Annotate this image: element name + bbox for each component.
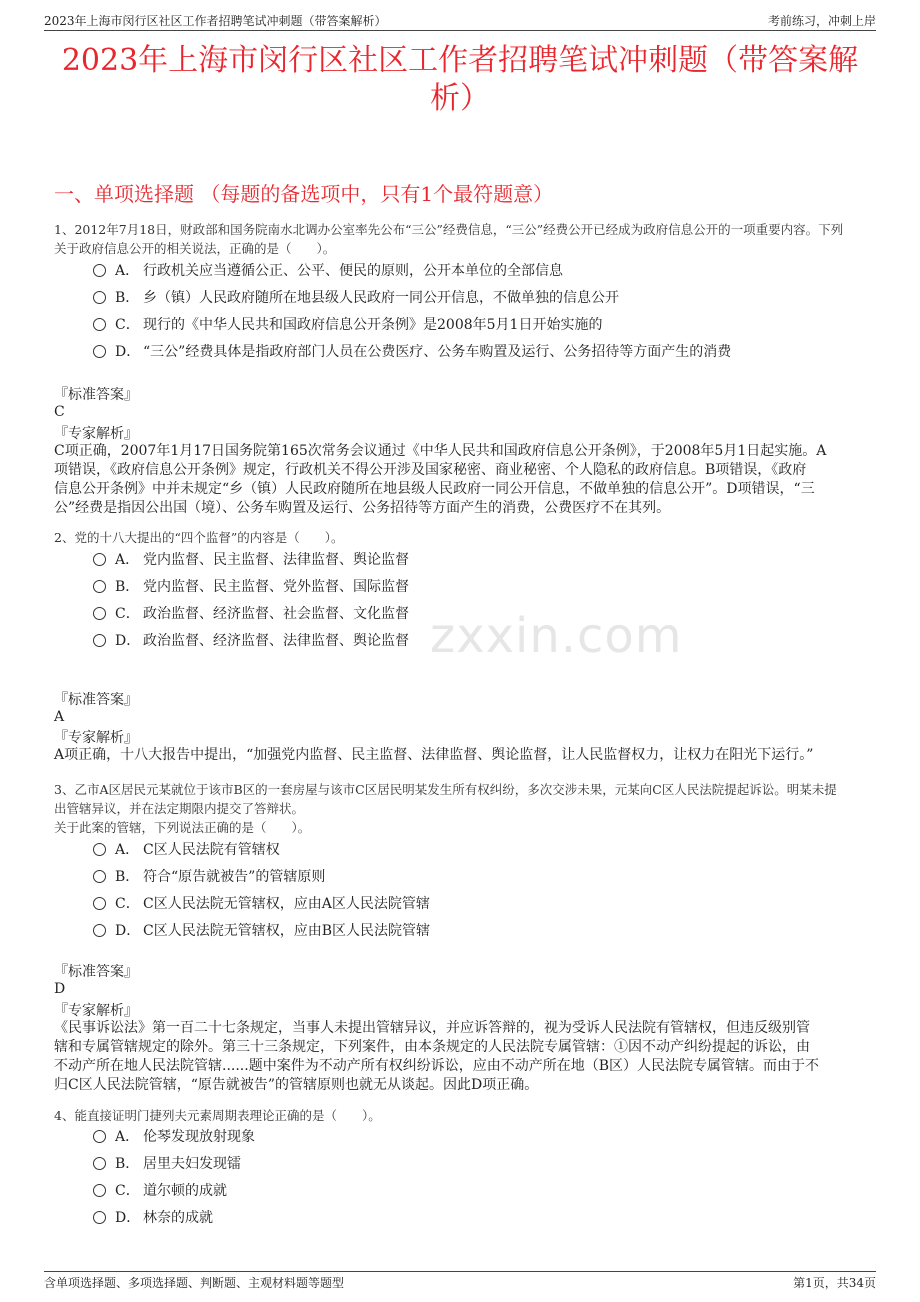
question-stem [54, 1106, 864, 1125]
option-text: 现行的《中华人民共和国政府信息公开条例》是2008年5月1日开始实施的 [143, 317, 603, 333]
answer-value: C [54, 404, 65, 420]
explanation-line: 辖和专属管辖规定的除外。第三十三条规定，下列案件，由本条规定的人民法院专属管辖：①因不动产纠纷提起的诉讼，由 [54, 1039, 810, 1055]
option-b[interactable] [93, 287, 619, 309]
explanation [54, 746, 866, 765]
option-letter: B． [115, 290, 140, 306]
option-d[interactable] [93, 1207, 213, 1229]
option-text: C区人民法院无管辖权，应由A区人民法院管辖 [143, 896, 430, 912]
explanation-line: 项错误，《政府信息公开条例》规定，行政机关不得公开涉及国家秘密、商业秘密、个人隐私的政府信息。B项错误，《政府 [54, 462, 807, 478]
option-letter: C． [115, 1183, 140, 1199]
answer-label: 『标准答案』 [54, 692, 138, 708]
option-letter: C． [115, 896, 140, 912]
explanation-line: 不动产所在地人民法院管辖......题中案件为不动产所有权纠纷诉讼，应由不动产所在地（B区）人民法院专属管辖。而由于不 [54, 1058, 819, 1074]
option-text: C区人民法院有管辖权 [143, 842, 280, 858]
radio-icon[interactable] [93, 318, 106, 331]
watermark: zxxin.com [430, 608, 683, 664]
option-letter: B． [115, 579, 140, 595]
option-letter: A． [115, 1129, 140, 1145]
explanation [54, 1019, 866, 1095]
radio-icon[interactable] [93, 264, 106, 277]
option-text: C区人民法院无管辖权，应由B区人民法院管辖 [143, 923, 430, 939]
option-text: 乡（镇）人民政府随所在地县级人民政府一同公开信息，不做单独的信息公开 [143, 290, 619, 306]
option-c[interactable] [93, 1180, 227, 1202]
question-stem [54, 528, 864, 547]
option-text: 党内监督、民主监督、党外监督、国际监督 [143, 579, 409, 595]
answer-label: 『标准答案』 [54, 387, 138, 403]
stem-line: 2、党的十八大提出的“四个监督”的内容是（ ）。 [54, 530, 344, 545]
option-letter: C． [115, 317, 140, 333]
option-c[interactable] [93, 893, 430, 915]
option-letter: D． [115, 923, 141, 939]
header-doc-title: 2023年上海市闵行区社区工作者招聘笔试冲刺题（带答案解析） [44, 14, 387, 28]
option-text: 符合“原告就被告”的管辖原则 [143, 869, 326, 885]
option-d[interactable] [93, 920, 430, 942]
option-a[interactable] [93, 1126, 255, 1148]
option-b[interactable] [93, 576, 409, 598]
page-header [44, 10, 876, 31]
radio-icon[interactable] [93, 291, 106, 304]
option-text: 林奈的成就 [143, 1210, 213, 1226]
radio-icon[interactable] [93, 607, 106, 620]
radio-icon[interactable] [93, 580, 106, 593]
radio-icon[interactable] [93, 870, 106, 883]
option-a[interactable] [93, 549, 409, 571]
option-b[interactable] [93, 866, 325, 888]
radio-icon[interactable] [93, 553, 106, 566]
page-title [40, 42, 880, 118]
radio-icon[interactable] [93, 1184, 106, 1197]
footer-question-types: 含单项选择题、多项选择题、判断题、主观材料题等题型 [44, 1276, 345, 1290]
option-text: 伦琴发现放射现象 [143, 1129, 255, 1145]
answer-label: 『标准答案』 [54, 964, 138, 980]
radio-icon[interactable] [93, 1211, 106, 1224]
radio-icon[interactable] [93, 1157, 106, 1170]
radio-icon[interactable] [93, 897, 106, 910]
explanation-line: 信息公开条例》中并未规定“乡（镇）人民政府随所在地县级人民政府一同公开信息，不做单独的信息公开”。D项错误，“三 [54, 481, 815, 497]
explanation-line: A项正确，十八大报告中提出，“加强党内监督、民主监督、法律监督、舆论监督，让人民监督权力，让权力在阳光下运行。” [54, 747, 814, 763]
option-text: 政治监督、经济监督、法律监督、舆论监督 [143, 633, 409, 649]
option-text: 居里夫妇发现镭 [143, 1156, 241, 1172]
title-line-1: 2023年上海市闵行区社区工作者招聘笔试冲刺题（带答案解 [61, 43, 859, 78]
stem-line: 3、乙市A区居民元某就位于该市B区的一套房屋与该市C区居民明某发生所有权纠纷，多次交涉未果，元某向C区人民法院提起诉讼。明某未提 [54, 782, 837, 797]
answer-value: D [54, 981, 66, 997]
option-c[interactable] [93, 314, 602, 336]
option-letter: D． [115, 344, 141, 360]
explanation-line: 归C区人民法院管辖，“原告就被告”的管辖原则也就无从谈起。因此D项正确。 [54, 1077, 539, 1093]
header-slogan: 考前练习，冲刺上岸 [767, 14, 876, 28]
radio-icon[interactable] [93, 1130, 106, 1143]
answer-value: A [54, 709, 65, 725]
radio-icon[interactable] [93, 634, 106, 647]
explanation-line: 公”经费是指因公出国（境）、公务车购置及运行、公务招待等方面产生的消费，公费医疗不在其列。 [54, 500, 671, 516]
option-a[interactable] [93, 260, 563, 282]
option-text: 党内监督、民主监督、法律监督、舆论监督 [143, 552, 409, 568]
option-d[interactable] [93, 341, 731, 363]
question-stem [54, 780, 864, 837]
explanation-line: C项正确，2007年1月17日国务院第165次常务会议通过《中华人民共和国政府信息公开条例》，于2008年5月1日起实施。A [54, 443, 827, 459]
option-b[interactable] [93, 1153, 241, 1175]
option-text: “三公”经费具体是指政府部门人员在公费医疗、公务车购置及运行、公务招待等方面产生的消费 [143, 344, 732, 360]
radio-icon[interactable] [93, 345, 106, 358]
explanation-line: 《民事诉讼法》第一百二十七条规定，当事人未提出管辖异议，并应诉答辩的，视为受诉人民法院有管辖权，但违反级别管 [54, 1020, 810, 1036]
option-letter: A． [115, 552, 140, 568]
option-letter: A． [115, 842, 140, 858]
page-number: 第1页，共34页 [793, 1276, 876, 1290]
option-letter: B． [115, 1156, 140, 1172]
stem-line: 关于此案的管辖，下列说法正确的是（ ）。 [54, 820, 311, 835]
option-text: 政治监督、经济监督、社会监督、文化监督 [143, 606, 409, 622]
section-title: 一、单项选择题 （每题的备选项中，只有1个最符题意） [54, 182, 554, 206]
radio-icon[interactable] [93, 924, 106, 937]
option-letter: A． [115, 263, 140, 279]
stem-line: 1、2012年7月18日，财政部和国务院南水北调办公室率先公布“三公”经费信息，“三公”经费公开已经成为政府信息公开的一项重要内容。下列 [54, 222, 844, 237]
expert-label: 『专家解析』 [54, 730, 138, 746]
option-c[interactable] [93, 603, 409, 625]
expert-label: 『专家解析』 [54, 426, 138, 442]
radio-icon[interactable] [93, 843, 106, 856]
question-stem [54, 220, 864, 258]
option-a[interactable] [93, 839, 280, 861]
option-letter: C． [115, 606, 140, 622]
option-d[interactable] [93, 630, 409, 652]
expert-label: 『专家解析』 [54, 1003, 138, 1019]
option-text: 道尔顿的成就 [143, 1183, 227, 1199]
option-letter: B． [115, 869, 140, 885]
title-line-2: 析） [430, 81, 490, 116]
page-footer [44, 1271, 876, 1296]
stem-line: 出管辖异议，并在法定期限内提交了答辩状。 [54, 801, 305, 816]
stem-line: 关于政府信息公开的相关说法，正确的是（ ）。 [54, 241, 336, 256]
option-letter: D． [115, 1210, 141, 1226]
explanation [54, 442, 866, 518]
stem-line: 4、能直接证明门捷列夫元素周期表理论正确的是（ ）。 [54, 1108, 381, 1123]
option-text: 行政机关应当遵循公正、公平、便民的原则，公开本单位的全部信息 [143, 263, 563, 279]
option-letter: D． [115, 633, 141, 649]
